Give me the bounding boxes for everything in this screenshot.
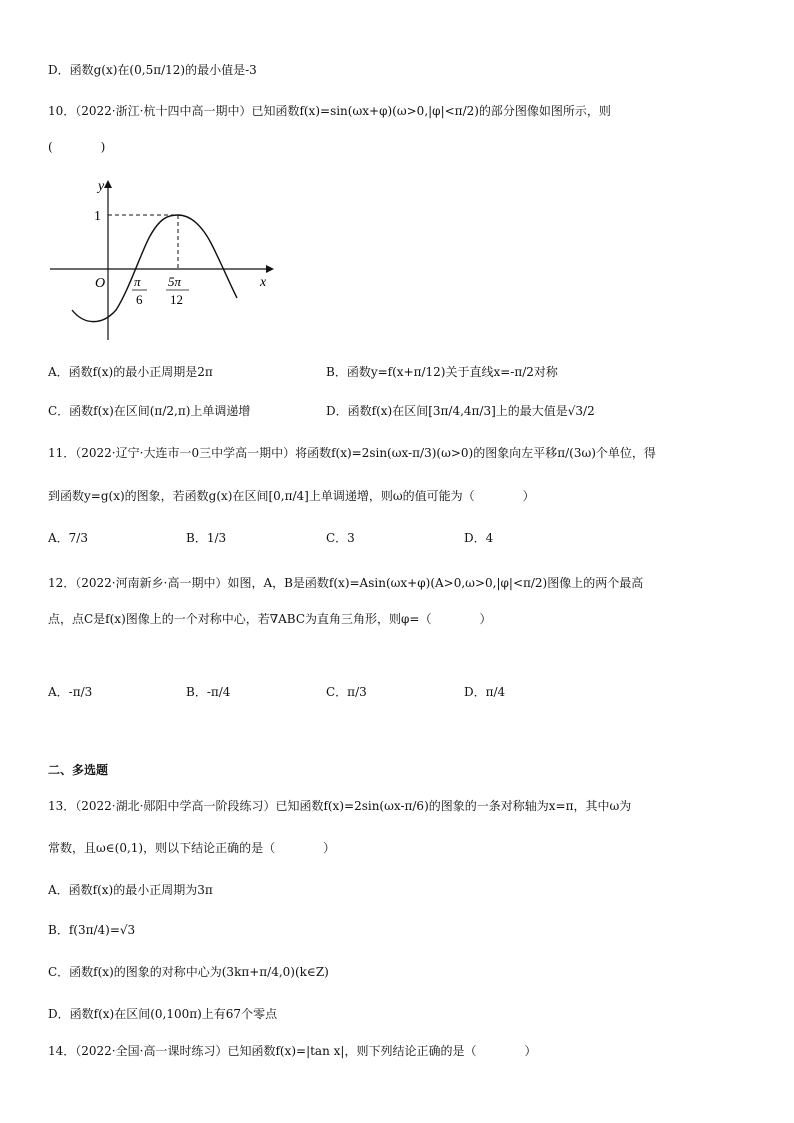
q9-option-d: D．函数g(x)在(0,5π/12)的最小值是-3: [48, 63, 257, 77]
q12-option-d: D．π/4: [464, 685, 506, 699]
y-one-label: 1: [94, 209, 101, 224]
q11-option-d: D．4: [464, 531, 494, 545]
q12-option-a: A．-π/3: [48, 685, 93, 699]
q12-stem-line2: 点，点C是f(x)图像上的一个对称中心，若∇ABC为直角三角形，则φ=（ ）: [48, 612, 492, 626]
tick2-num: 5π: [168, 274, 182, 289]
tick2-den: 12: [170, 292, 183, 307]
q12-stem-line1: 12．（2022·河南新乡·高一期中）如图，A，B是函数f(x)=Asin(ωx+φ)(A>0,ω>0,|φ|<π/2)图像上的两个最高: [48, 576, 644, 590]
q12-option-c: C．π/3: [326, 685, 367, 699]
tick1-den: 6: [136, 292, 143, 307]
q13-stem-line2: 常数，且ω∈(0,1)，则以下结论正确的是（ ）: [48, 841, 336, 855]
q13-stem-line1: 13．（2022·湖北·郧阳中学高一阶段练习）已知函数f(x)=2sin(ωx-π/6)的图象的一条对称轴为x=π，其中ω为: [48, 799, 632, 813]
y-axis-arrow: [104, 180, 112, 188]
q10-option-d: D．函数f(x)在区间[3π/4,4π/3]上的最大值是√3/2: [326, 404, 595, 418]
q10-option-b: B．函数y=f(x+π/12)关于直线x=-π/2对称: [326, 365, 558, 379]
q10-sine-graph: [44, 170, 284, 345]
q12-option-b: B．-π/4: [186, 685, 231, 699]
x-axis-label: x: [260, 275, 267, 290]
q10-option-a: A．函数f(x)的最小正周期是2π: [48, 365, 213, 379]
q11-option-c: C．3: [326, 531, 355, 545]
x-axis-arrow: [266, 265, 274, 273]
q11-option-b: B．1/3: [186, 531, 227, 545]
q13-option-d: D．函数f(x)在区间(0,100π)上有67个零点: [48, 1007, 278, 1021]
section-heading-multi-choice: 二、多选题: [48, 763, 109, 777]
q13-option-b: B．f(3π/4)=√3: [48, 923, 136, 937]
q11-option-a: A．7/3: [48, 531, 88, 545]
q14-stem: 14．（2022·全国·高一课时练习）已知函数f(x)=|tan x|，则下列结论正确的是（ ）: [48, 1044, 537, 1058]
q10-option-c: C．函数f(x)在区间(π/2,π)上单调递增: [48, 404, 251, 418]
tick1-num: π: [134, 274, 141, 289]
sine-curve: [72, 215, 237, 322]
q10-stem: 10．（2022·浙江·杭十四中高一期中）已知函数f(x)=sin(ωx+φ)(ω>0,|φ|<π/2)的部分图像如图所示，则: [48, 104, 611, 118]
y-axis-label: y: [98, 179, 105, 194]
origin-label: O: [95, 276, 106, 291]
q13-option-c: C．函数f(x)的图象的对称中心为(3kπ+π/4,0)(k∈Z): [48, 965, 329, 979]
q11-stem-line1: 11．（2022·辽宁·大连市一0三中学高一期中）将函数f(x)=2sin(ωx-π/3)(ω>0)的图象向左平移π/(3ω)个单位，得: [48, 446, 656, 460]
q13-option-a: A．函数f(x)的最小正周期为3π: [48, 883, 213, 897]
q10-answer-blank: ( ): [48, 140, 106, 154]
q11-stem-line2: 到函数y=g(x)的图象，若函数g(x)在区间[0,π/4]上单调递增，则ω的值可能为（ ）: [48, 489, 535, 503]
